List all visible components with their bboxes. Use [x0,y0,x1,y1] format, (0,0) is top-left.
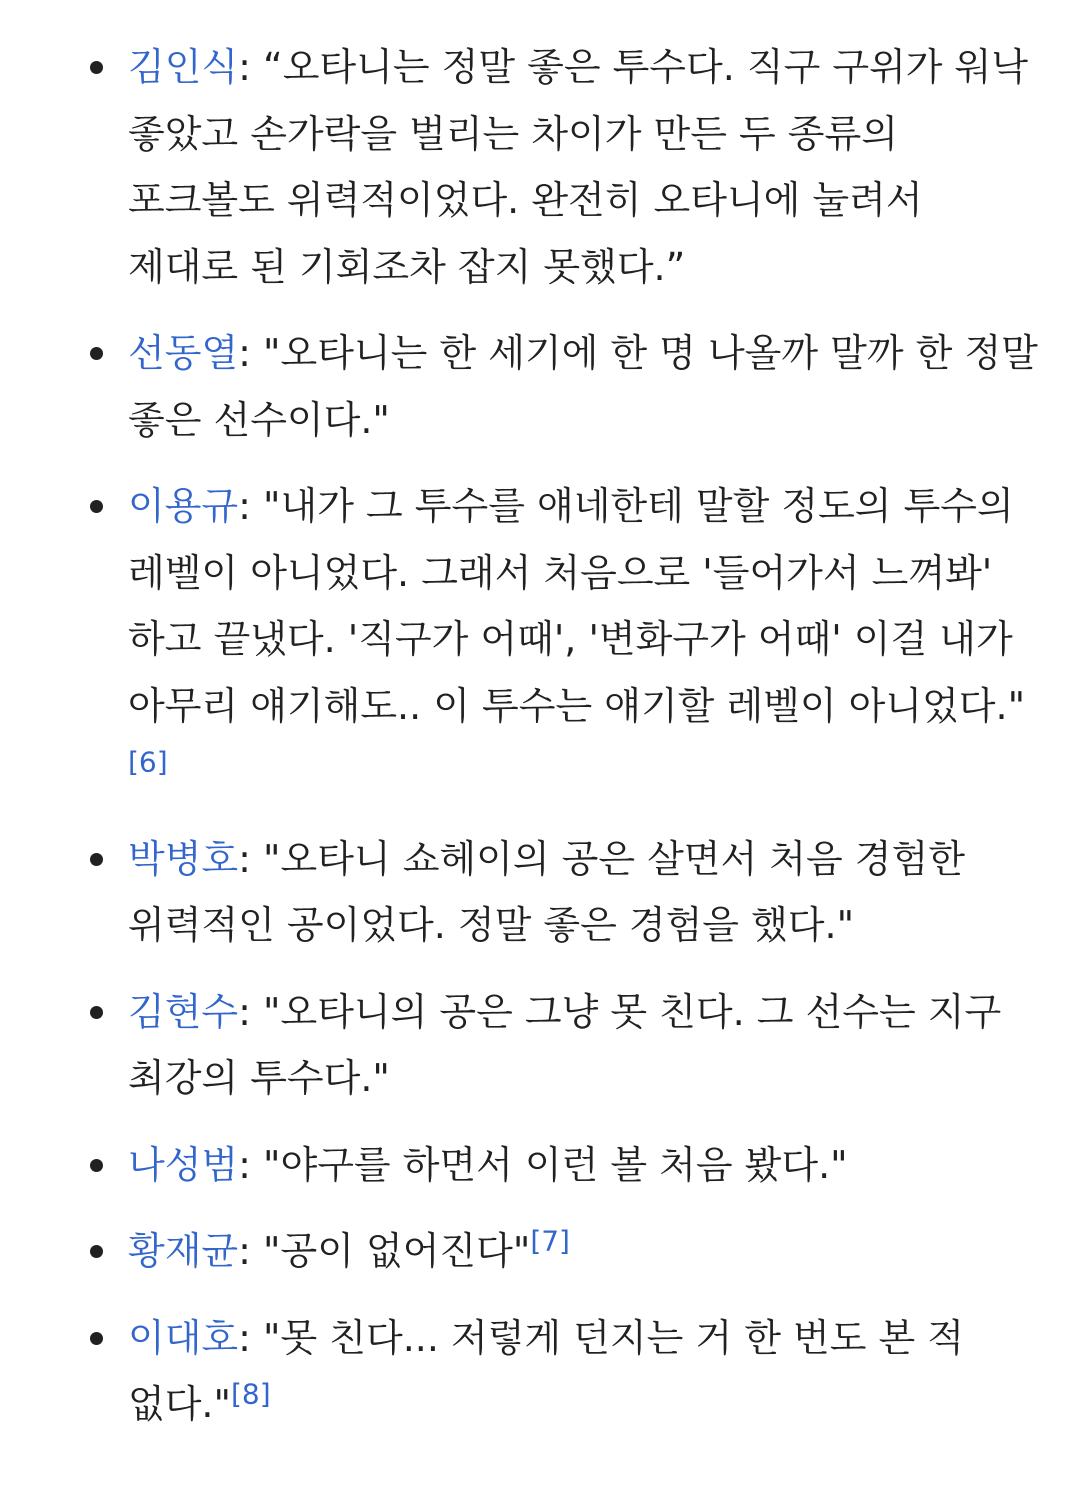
bullet-icon [90,853,103,866]
quote-text: "야구를 하면서 이런 볼 처음 봤다." [263,1142,848,1187]
separator: : [238,1315,264,1360]
speaker-link[interactable]: 이용규 [128,484,239,528]
bullet-icon [90,61,103,74]
quote-text: "오타니의 공은 그냥 못 친다. 그 선수는 지구 최강의 투수다." [128,989,1002,1100]
list-item [128,1305,1040,1438]
speaker-link[interactable]: 김인식 [128,45,239,89]
quote-text: "오타니는 한 세기에 한 명 나올까 말까 한 정말 좋은 선수이다." [128,331,1038,442]
bullet-icon [90,1332,103,1345]
reference-link[interactable]: [8] [230,1377,271,1411]
bullet-icon [90,500,103,513]
list-item [128,473,1040,806]
speaker-link[interactable]: 박병호 [128,836,239,881]
bullet-icon [90,1006,103,1019]
speaker-link[interactable]: 선동열 [128,331,239,375]
list-item [128,34,1040,300]
quote-text: "오타니 쇼헤이의 공은 살면서 처음 경험한 위력적인 공이었다. 정말 좋은 경험을 했다." [128,836,965,947]
list-item [128,1132,1040,1199]
reference-link[interactable]: [6] [128,745,168,779]
list-item [128,1218,1040,1285]
quote-text: "공이 없어진다" [263,1229,531,1273]
quote-text: “오타니는 정말 좋은 투수다. 직구 구위가 워낙 좋았고 손가락을 벌리는 차이가 만든 두 종류의 포크볼도 위력적이었다. 완전히 오타니에 눌려서 제대로 된 기회조차 잡지 못했다.” [128,45,1029,289]
bullet-icon [90,347,103,360]
separator: : [238,1142,264,1187]
speaker-link[interactable]: 나성범 [128,1142,239,1187]
reference-link[interactable]: [7] [530,1224,570,1258]
list-item [128,979,1040,1112]
speaker-link[interactable]: 김현수 [128,989,239,1034]
quote-text: "내가 그 투수를 얘네한테 말할 정도의 투수의 레벨이 아니었다. 그래서 처음으로 '들어가서 느껴봐' 하고 끝냈다. '직구가 어때', '변화구가 어때' 이걸 내가 아무리 얘기해도.. 이 투수는 얘기할 레벨이 아니었다." [128,484,1026,728]
separator: : [238,1229,264,1273]
separator: : [238,836,264,881]
separator: : [238,45,264,89]
bullet-icon [90,1245,103,1258]
speaker-link[interactable]: 황재균 [128,1229,239,1273]
separator: : [238,484,264,528]
list-item [128,320,1040,453]
speaker-link[interactable]: 이대호 [128,1315,239,1360]
separator: : [238,331,264,375]
separator: : [238,989,264,1034]
bullet-icon [90,1159,103,1172]
quote-text: "못 친다... 저렇게 던지는 거 한 번도 본 적 없다." [128,1315,964,1426]
list-item [128,826,1040,959]
